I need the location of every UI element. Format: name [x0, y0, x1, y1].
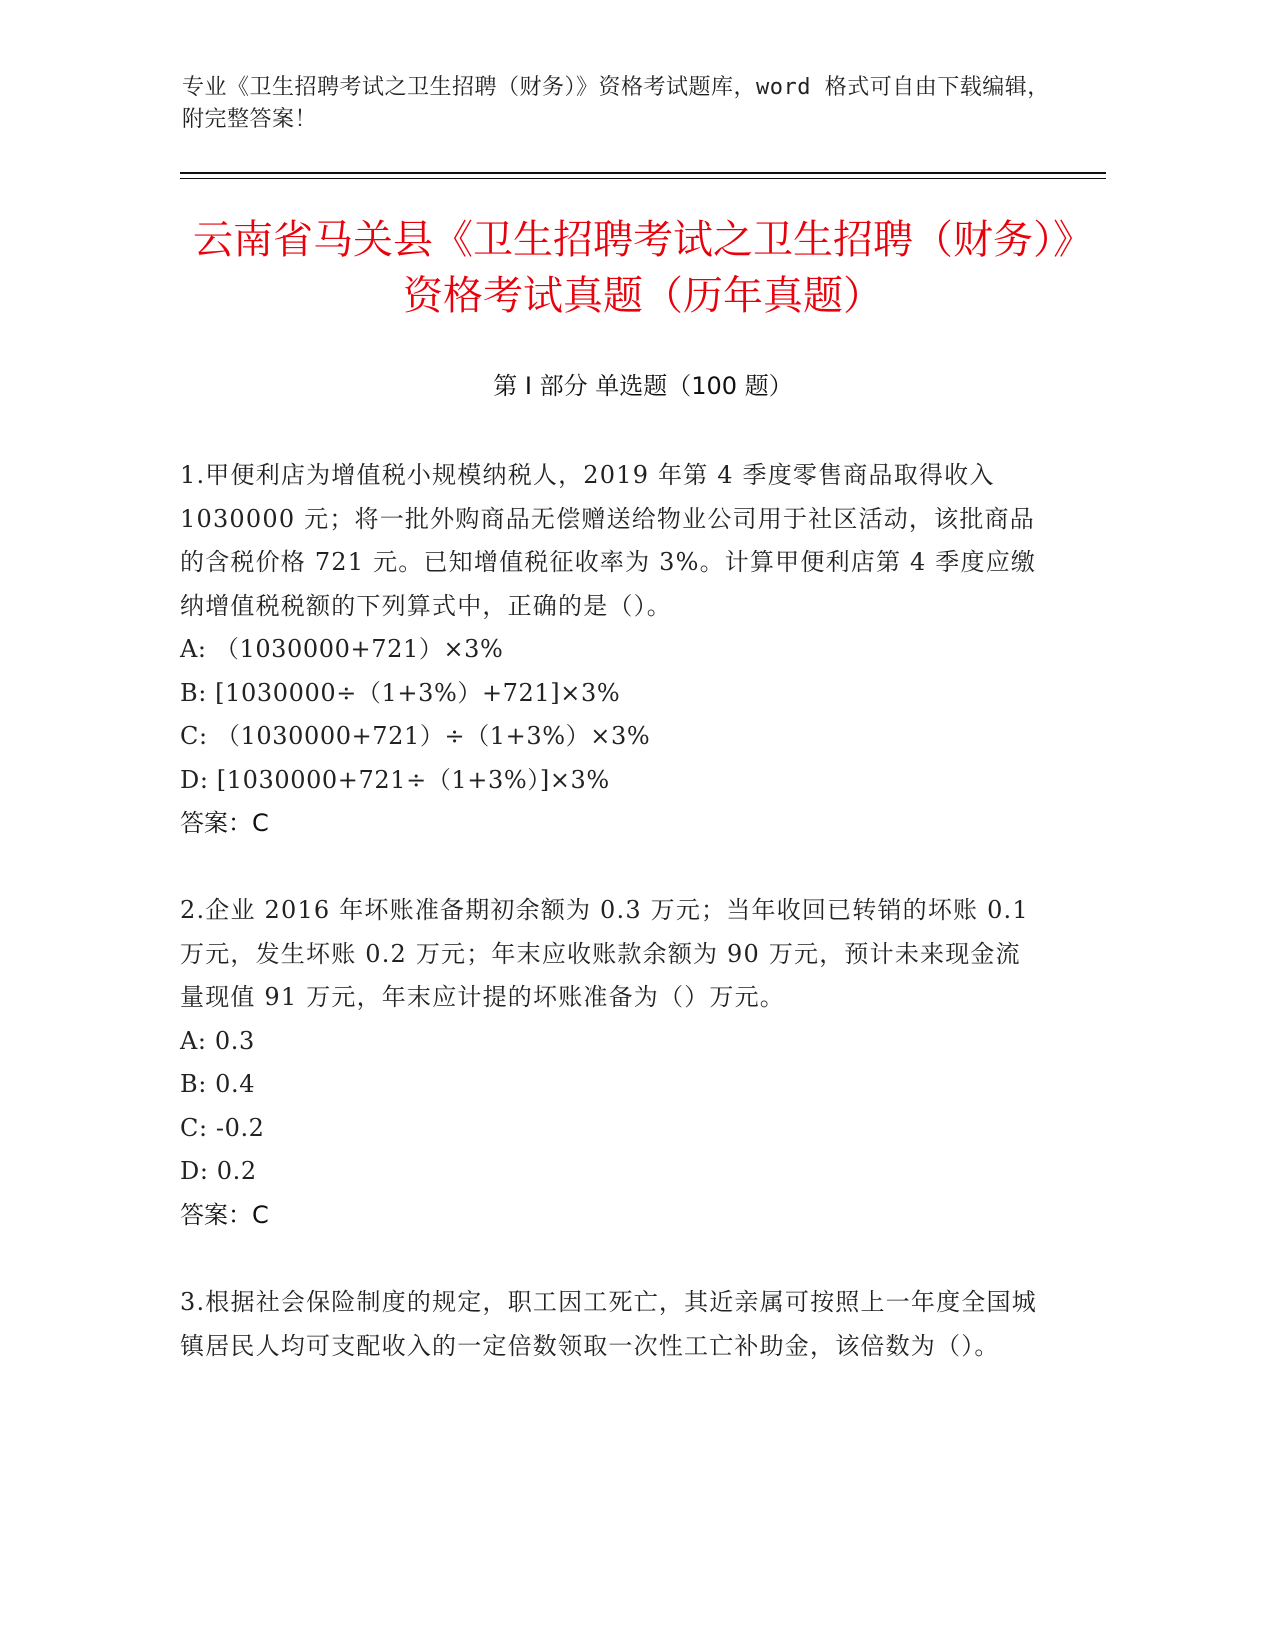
- option-d: D: [1030000+721÷（1+3%）]×3%: [180, 765, 610, 794]
- header-rule-thin: [180, 178, 1106, 179]
- question-stem: 2.企业 2016 年坏账准备期初余额为 0.3 万元；当年收回已转销的坏账 0.1 万元，发生坏账 0.2 万元；年末应收账款余额为 90 万元，预计未来现金流量现值 91 万元，年末应计提的坏账准备为（）万元。: [180, 896, 1029, 1011]
- option-c: C: （1030000+721）÷（1+3%）×3%: [180, 722, 651, 750]
- question-stem: 3.根据社会保险制度的规定，职工因工死亡，其近亲属可按照上一年度全国城镇居民人均可支配收入的一定倍数领取一次性工亡补助金，该倍数为（）。: [180, 1288, 1037, 1360]
- question-3: [180, 1281, 1040, 1368]
- option-c: C: -0.2: [180, 1113, 265, 1142]
- header-note: 专业《卫生招聘考试之卫生招聘（财务）》资格考试题库，word 格式可自由下载编辑，附完整答案！: [182, 75, 1050, 132]
- section-title: 第 I 部分 单选题（100 题）: [493, 372, 793, 400]
- document-title: 云南省马关县《卫生招聘考试之卫生招聘（财务）》资格考试真题（历年真题）: [193, 217, 1093, 319]
- option-d: D: 0.2: [180, 1157, 257, 1185]
- question-2: [180, 889, 1040, 1237]
- option-a: A: （1030000+721）×3%: [180, 635, 504, 663]
- answer: 答案：C: [180, 809, 269, 837]
- option-b: B: [1030000÷（1+3%）+721]×3%: [180, 678, 621, 707]
- answer: 答案：C: [180, 1200, 269, 1229]
- option-b: B: 0.4: [180, 1070, 256, 1098]
- question-stem: 1.甲便利店为增值税小规模纳税人，2019 年第 4 季度零售商品取得收入 1030000 元；将一批外购商品无偿赠送给物业公司用于社区活动，该批商品的含税价格 721 元。已知增值税征收率为 3%。计算甲便利店第 4 季度应缴纳增值税税额的下列算式中，正确的是（）。: [180, 461, 1037, 620]
- header-rule-thick: [180, 172, 1106, 174]
- question-1: [180, 454, 1040, 846]
- option-a: A: 0.3: [180, 1026, 255, 1055]
